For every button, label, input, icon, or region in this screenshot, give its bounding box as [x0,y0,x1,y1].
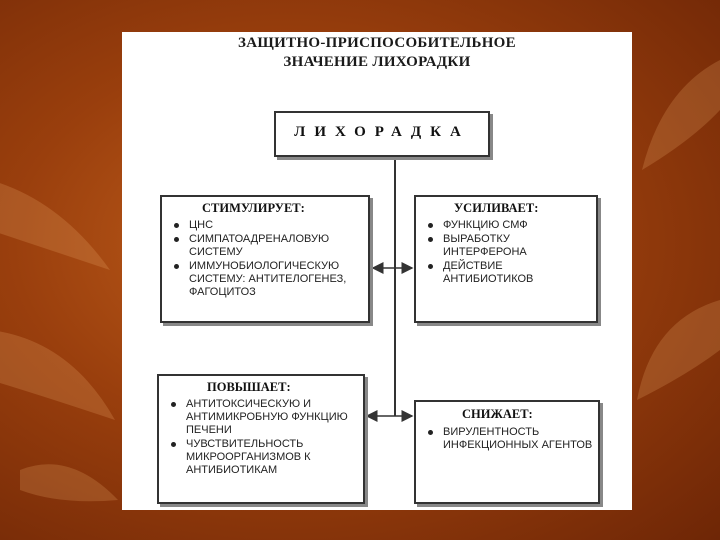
list-item: ВИРУЛЕНТНОСТЬ ИНФЕКЦИОННЫХ АГЕНТОВ [426,426,594,452]
stimulates-list [172,219,366,300]
reduces-header: СНИЖАЕТ: [462,407,533,421]
slide-sheet [122,32,632,510]
list-item: АНТИТОКСИЧЕСКУЮ И АНТИМИКРОБНУЮ ФУНКЦИЮ ПЕЧЕНИ [169,398,361,437]
enhances-box [414,195,598,323]
stimulates-box [160,195,370,323]
reduces-list [426,426,594,453]
title-line-2: ЗНАЧЕНИЕ ЛИХОРАДКИ [283,54,471,70]
list-item: ЧУВСТВИТЕЛЬНОСТЬ МИКРООРГАНИЗМОВ К АНТИБИОТИКАМ [169,438,361,477]
list-item: ФУНКЦИЮ СМФ [426,219,592,232]
list-item: ИММУНОБИОЛОГИЧЕСКУЮ СИСТЕМУ: АНТИТЕЛОГЕНЕЗ, ФАГОЦИТОЗ [172,260,366,299]
list-item: ЦНС [172,219,366,232]
leaf-decoration [632,0,720,540]
fever-label: ЛИХОРАДКА [294,124,470,140]
reduces-box [414,400,600,504]
increases-box [157,374,365,504]
title-line-1: ЗАЩИТНО-ПРИСПОСОБИТЕЛЬНОЕ [238,35,516,51]
enhances-list [426,219,592,287]
stimulates-header: СТИМУЛИРУЕТ: [202,201,305,215]
list-item: ДЕЙСТВИЕ АНТИБИОТИКОВ [426,260,592,286]
enhances-header: УСИЛИВАЕТ: [454,201,539,215]
increases-list [169,398,361,478]
list-item: ВЫРАБОТКУ ИНТЕРФЕРОНА [426,233,592,259]
increases-header: ПОВЫШАЕТ: [207,380,291,394]
fever-box [274,111,490,157]
leaf-decoration [0,0,120,540]
list-item: СИМПАТОАДРЕНАЛОВУЮ СИСТЕМУ [172,233,366,259]
